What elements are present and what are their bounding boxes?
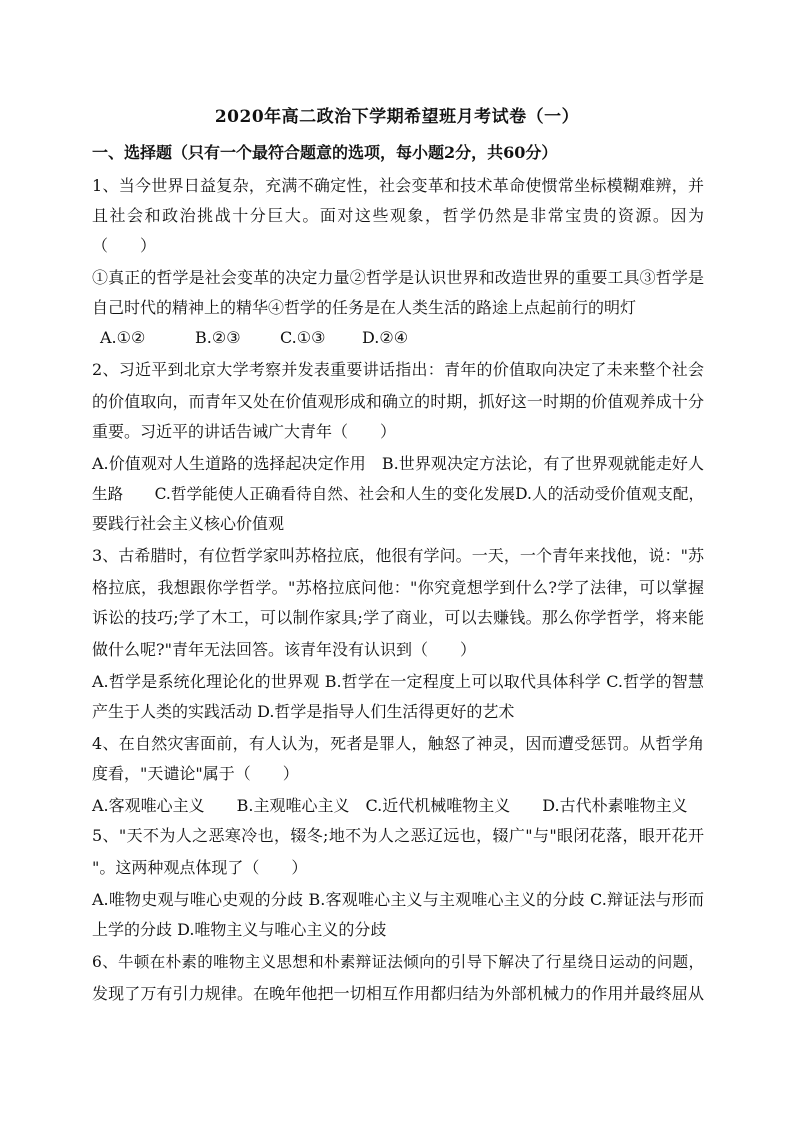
page-title: 2020年高二政治下学期希望班月考试卷（一） [214, 107, 580, 127]
question-1-line-2: 且社会和政治挑战十分巨大。面对这些观象，哲学仍然是非常宝贵的资源。因为 [92, 206, 704, 225]
question-5-line-2: "。这两种观点体现了（ ） [92, 858, 308, 877]
option-b: B.②③ [195, 328, 241, 347]
question-1-answer-blank: （ ） [92, 236, 157, 255]
question-3-line-4: 做什么呢?"青年无法回答。该青年没有认识到（ ） [92, 640, 476, 659]
section-heading: 一、选择题（只有一个最符合题意的选项，每小题2分，共60分） [92, 143, 558, 162]
option-a: A.①② [100, 328, 146, 347]
option-c: C.①③ [280, 328, 326, 347]
question-5-line-1: 5、"天不为人之恶寒冷也，辍冬;地不为人之恶辽远也，辍广"与"眼闭花落，眼开花开 [92, 826, 704, 845]
question-1-line-1: 1、当今世界日益复杂，充满不确定性，社会变革和技术革命使惯常坐标模糊难辨，并 [92, 176, 704, 195]
question-1-options [100, 328, 704, 348]
question-2-line-2: 的价值取向，而青年又处在价值观形成和确立的时期，抓好这一时期的价值观养成十分 [92, 392, 704, 411]
option-d: D.②④ [362, 328, 409, 347]
question-2-line-5: 生路 C.哲学能使人正确看待自然、社会和人生的变化发展D.人的活动受价值观支配， [92, 485, 704, 503]
question-4-options: A.客观唯心主义 B.主观唯心主义 C.近代机械唯物主义 D.古代朴素唯物主义 [92, 796, 688, 815]
question-3-line-1: 3、古希腊时，有位哲学家叫苏格拉底，他很有学问。一天，一个青年来找他，说："苏 [92, 546, 704, 565]
question-4-line-2: 度看，"天谴论"属于（ ） [92, 764, 299, 783]
question-3-line-5: A.哲学是系统化理论化的世界观 B.哲学在一定程度上可以取代具体科学 C.哲学的智慧 [92, 672, 704, 691]
question-1-line-5: 自己时代的精神上的精华④哲学的任务是在人类生活的路途上点起前行的明灯 [92, 298, 637, 317]
question-3-line-6: 产生于人类的实践活动 D.哲学是指导人们生活得更好的艺术 [92, 702, 515, 721]
question-2-line-4: A.价值观对人生道路的选择起决定作用 B.世界观决定方法论，有了世界观就能走好人 [92, 454, 704, 473]
question-1-line-4: ①真正的哲学是社会变革的决定力量②哲学是认识世界和改造世界的重要工具③哲学是 [92, 268, 704, 287]
question-5-line-3: A.唯物史观与唯心史观的分歧 B.客观唯心主义与主观唯心主义的分歧 C.辩证法与形而 [92, 890, 704, 909]
question-2-line-3: 重要。习近平的讲话告诫广大青年（ ） [92, 422, 397, 441]
question-4-line-1: 4、在自然灾害面前，有人认为，死者是罪人，触怒了神灵，因而遭受惩罚。从哲学角 [92, 734, 704, 753]
question-2-line-6: 要践行社会主义核心价值观 [92, 514, 285, 533]
question-3-line-3: 诉讼的技巧;学了木工，可以制作家具;学了商业，可以去赚钱。那么你学哲学，将来能 [92, 608, 704, 627]
question-5-line-4: 上学的分歧 D.唯物主义与唯心主义的分歧 [92, 920, 387, 939]
question-3-line-2: 格拉底，我想跟你学哲学。"苏格拉底问他："你究竟想学到什么?学了法律，可以掌握 [92, 578, 704, 597]
question-6-line-1: 6、牛顿在朴素的唯物主义思想和朴素辩证法倾向的引导下解决了行星绕日运动的问题， [92, 953, 704, 971]
question-6-line-2: 发现了万有引力规律。在晚年他把一切相互作用都归结为外部机械力的作用并最终屈从 [92, 984, 704, 1003]
question-2-line-1: 2、习近平到北京大学考察并发表重要讲话指出：青年的价值取向决定了未来整个社会 [92, 360, 704, 379]
